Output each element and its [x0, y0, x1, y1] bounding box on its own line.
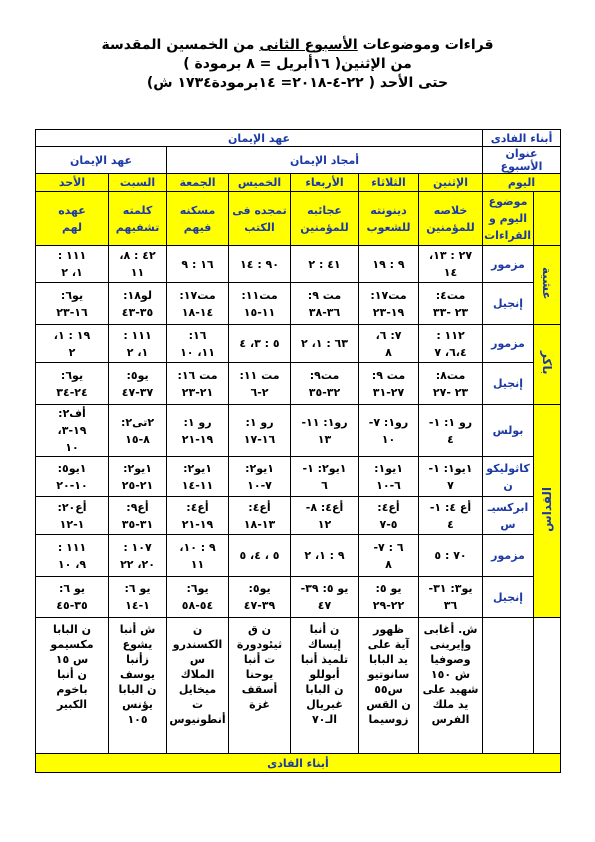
day-header: الإثنين	[419, 174, 483, 192]
topic-cell: دينونته للشعوب	[359, 192, 419, 246]
topic-cell: كلمته تشفيهم	[109, 192, 167, 246]
title-line-2: من الإثنين( ١٦أبريل = ٨ برمودة )	[183, 56, 412, 72]
saint-cell: ن ق ثيئودورة ت أنبا يوحنا أسقف غزة	[229, 618, 291, 754]
title-underlined: الأسبوع الثانى	[259, 37, 358, 53]
reading-cell: ١يو٢: ١١-١٤	[167, 457, 229, 497]
title-line-3: حتى الأحد ( ٢٢-٤-٢٠١٨= ١٤برمودة١٧٣٤ ش)	[146, 75, 449, 91]
reading-cell: أع٤: ١٣-١٨	[229, 497, 291, 535]
reading-cell: أع ٤: ١- ٤	[419, 497, 483, 535]
section-covenant: عهد الإيمان	[36, 147, 167, 174]
reading-cell: يو ٥: ٢٢-٢٩	[359, 577, 419, 618]
saint-cell: ش. أغابى وإيرينى وصوفيا ش ١٥٠ شهيد على يد ملك الفرس	[419, 618, 483, 754]
reading-cell: مت ١٦: ٢١-٢٣	[167, 363, 229, 405]
reading-cell: رو١: ٧- ١٠	[359, 405, 419, 457]
day-header: الثلاثاء	[359, 174, 419, 192]
day-header: السبت	[109, 174, 167, 192]
reading-cell: مت١٧: ١٩-٢٣	[359, 283, 419, 325]
topic-label: موضوع اليوم و القراءات	[483, 192, 534, 246]
reading-cell: يو ٦: ٣٥-٤٥	[36, 577, 109, 618]
reading-cell: ١٠٧ : ٢٠، ٢٢	[109, 535, 167, 577]
reading-cell: يو٣: ٣١- ٣٦	[419, 577, 483, 618]
topic-cell: عجائبه للمؤمنين	[291, 192, 359, 246]
topic-cell: مسكنه فيهم	[167, 192, 229, 246]
reading-cell: ١يو٢: ٧-١٠	[229, 457, 291, 497]
group-label: القداس	[540, 487, 555, 532]
reading-cell: ١١٢ : ٦،٤، ٧	[419, 325, 483, 363]
group-label: عشية	[540, 267, 555, 300]
row-label: مزمور	[483, 535, 534, 577]
day-header: الأربعاء	[291, 174, 359, 192]
day-header: الجمعة	[167, 174, 229, 192]
row-label: ابركسيـ س	[483, 497, 534, 535]
title-line-1	[0, 36, 595, 55]
reading-cell: ٩٠ : ١٤	[229, 246, 291, 283]
reading-cell: ٥ : ٣، ٤	[229, 325, 291, 363]
reading-cell: يو٦: ٢٤-٣٤	[36, 363, 109, 405]
saint-cell: ن الكسندرو س الملاك ميخايل ت أنطونيوس	[167, 618, 229, 754]
day-label: اليوم	[483, 174, 561, 192]
reading-cell: ١يو٥: ١٠-٢٠	[36, 457, 109, 497]
reading-cell: يو ٦: ١-١٤	[109, 577, 167, 618]
topic-cell: عهده لهم	[36, 192, 109, 246]
reading-cell: ٧: ٦، ٨	[359, 325, 419, 363]
reading-cell: ١١١ : ١، ٢	[36, 246, 109, 283]
reading-cell: ١١١ : ١، ٢	[109, 325, 167, 363]
saints-spacer	[534, 618, 561, 754]
day-header: الخميس	[229, 174, 291, 192]
reading-cell: يو ٥: ٣٩- ٤٧	[291, 577, 359, 618]
table-footer: أبناء الفادى	[36, 754, 561, 773]
reading-cell: ١يو٢: ١- ٦	[291, 457, 359, 497]
reading-cell: أف٢: ١٩-٣، ١٠	[36, 405, 109, 457]
top-main-label: عهد الإيمان	[36, 130, 483, 147]
reading-cell: ٦ : ٧- ٨	[359, 535, 419, 577]
reading-cell: رو ١: ١- ٤	[419, 405, 483, 457]
group-label: باكر	[540, 351, 555, 375]
saint-cell: ن أنبا إيساك تلميذ أنبا أبوللو ن البابا غبريال الـ٧٠	[291, 618, 359, 754]
reading-cell: مت ١١: ٢-٦	[229, 363, 291, 405]
title-part: قراءات وموضوعات	[357, 37, 494, 53]
row-label: إنجيل	[483, 363, 534, 405]
reading-cell: ١٦: ١١، ١٠	[167, 325, 229, 363]
reading-cell: ٦٣ : ١، ٢	[291, 325, 359, 363]
reading-cell: أع٤: ٨- ١٢	[291, 497, 359, 535]
reading-cell: مت١١: ١١-١٥	[229, 283, 291, 325]
reading-cell: رو ١: ١٩-٢١	[167, 405, 229, 457]
reading-cell: يو٦: ٥٤-٥٨	[167, 577, 229, 618]
reading-cell: ١يو١: ٦-١٠	[359, 457, 419, 497]
reading-cell: ٩ : ١، ٢	[291, 535, 359, 577]
topic-cell: خلاصه للمؤمنين	[419, 192, 483, 246]
reading-cell: أع٢٠: ١-١٢	[36, 497, 109, 535]
reading-cell: أع٤: ٥-٧	[359, 497, 419, 535]
row-label: مزمور	[483, 246, 534, 283]
reading-cell: مت٩: ٣٢-٣٥	[291, 363, 359, 405]
row-label: مزمور	[483, 325, 534, 363]
page-header	[0, 36, 595, 93]
reading-cell: رو ١: ١٦-١٧	[229, 405, 291, 457]
saint-cell: ظهور آية على يد البابا سانوتيو س٥٥ ن القس زوسيما	[359, 618, 419, 754]
week-title-label: عنوان الأسبوع	[483, 147, 561, 174]
topic-cell: تمجده فى الكتب	[229, 192, 291, 246]
reading-cell: أع٤: ١٩-٢١	[167, 497, 229, 535]
top-right-label: أبناء الفادى	[483, 130, 561, 147]
row-label: كاثوليكو ن	[483, 457, 534, 497]
reading-cell: ٥ ، ٤، ٥	[229, 535, 291, 577]
saints-label	[483, 618, 534, 754]
reading-cell: يو٥: ٣٩-٤٧	[229, 577, 291, 618]
reading-cell: أع٩: ٣١-٣٥	[109, 497, 167, 535]
reading-cell: ١١١ : ٩، ١٠	[36, 535, 109, 577]
row-label: إنجيل	[483, 283, 534, 325]
saint-cell: ن البابا مكسيمو س ١٥ ن أنبا باخوم الكبير	[36, 618, 109, 754]
reading-cell: ١٦ : ٩	[167, 246, 229, 283]
reading-cell: مت٤: ٢٣ -٣٣	[419, 283, 483, 325]
reading-cell: مت٨: ٢٣ -٢٧	[419, 363, 483, 405]
reading-cell: ٢تى٢: ٨-١٥	[109, 405, 167, 457]
reading-cell: مت ٩: ٢٧-٣١	[359, 363, 419, 405]
group-matins	[534, 325, 561, 405]
reading-cell: ٧٠ : ٥	[419, 535, 483, 577]
reading-cell: ٩ : ١٩	[359, 246, 419, 283]
row-label: إنجيل	[483, 577, 534, 618]
row-label: بولس	[483, 405, 534, 457]
topic-spacer	[534, 192, 561, 246]
reading-cell: ١يو٢: ٢١-٢٥	[109, 457, 167, 497]
reading-cell: ٢٧ : ١٣، ١٤	[419, 246, 483, 283]
reading-cell: يو٦: ١٦-٢٣	[36, 283, 109, 325]
reading-cell: يو٥: ٣٧-٤٧	[109, 363, 167, 405]
group-vespers	[534, 246, 561, 325]
reading-cell: ٩ : ١٠، ١١	[167, 535, 229, 577]
reading-cell: ٤٢ : ٨، ١١	[109, 246, 167, 283]
reading-cell: ١يو١: ١- ٧	[419, 457, 483, 497]
day-header: الأحد	[36, 174, 109, 192]
reading-cell: مت ٩: ٣٦-٣٨	[291, 283, 359, 325]
group-liturgy	[534, 405, 561, 618]
reading-cell: مت١٧: ١٤-١٨	[167, 283, 229, 325]
section-glory: أمجاد الإيمان	[167, 147, 483, 174]
reading-cell: لو١٨: ٣٥-٤٣	[109, 283, 167, 325]
saint-cell: ش أنبا يشوع زأنبا يوسف ن البابا يؤنس ١٠٥	[109, 618, 167, 754]
title-part: من الخمسين المقدسة	[101, 37, 260, 53]
reading-cell: ١٩ : ١، ٢	[36, 325, 109, 363]
reading-cell: ٤١ : ٢	[291, 246, 359, 283]
reading-cell: رو١: ١١- ١٣	[291, 405, 359, 457]
readings-table	[35, 129, 561, 773]
